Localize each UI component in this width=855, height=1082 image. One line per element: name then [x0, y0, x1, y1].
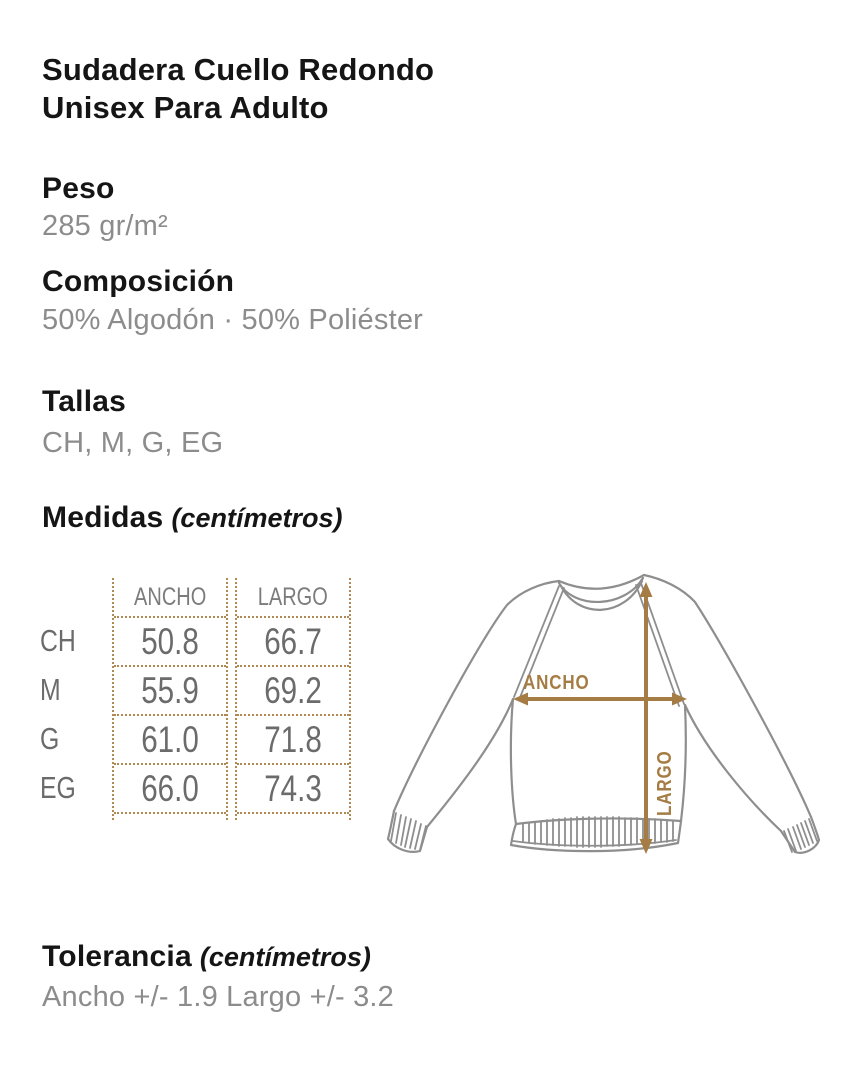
product-title-line1: Sudadera Cuello Redondo [42, 52, 435, 87]
largo-column-header: LARGO [257, 582, 329, 611]
ancho-value: 55.9 [114, 665, 226, 714]
largo-value: 71.8 [237, 714, 349, 763]
largo-value: 66.7 [237, 616, 349, 665]
largo-arrow-label: LARGO [652, 750, 676, 816]
largo-measure-arrow [640, 582, 653, 854]
sleeve-left [388, 581, 559, 852]
medidas-heading [42, 501, 342, 535]
tallas-value: CH, M, G, EG [42, 427, 224, 459]
size-row-label: M [40, 671, 61, 707]
table-footer-line [237, 812, 349, 820]
medidas-heading-text: Medidas [42, 501, 164, 534]
medidas-unit-note: (centímetros) [171, 503, 343, 533]
composicion-value: 50% Algodón · 50% Poliéster [42, 304, 424, 336]
size-table-ancho-column [112, 578, 228, 820]
size-row-label: EG [40, 769, 76, 805]
tolerancia-heading-text: Tolerancia [42, 940, 192, 973]
product-title [42, 51, 434, 127]
table-footer-line [114, 812, 226, 820]
size-row-label: G [40, 720, 60, 756]
ancho-value: 50.8 [114, 616, 226, 665]
ancho-value: 66.0 [114, 763, 226, 812]
composicion-heading: Composición [42, 265, 235, 298]
largo-value: 74.3 [237, 763, 349, 812]
sweater-measurement-diagram [375, 553, 850, 885]
peso-heading: Peso [42, 172, 115, 205]
product-title-line2: Unisex Para Adulto [42, 90, 329, 125]
size-table [40, 578, 351, 820]
raglan-seam-right [636, 583, 684, 706]
size-table-largo-column [235, 578, 351, 820]
cuff-right-ribbing [784, 819, 817, 852]
largo-value: 69.2 [237, 665, 349, 714]
ancho-arrow-label: ANCHO [523, 670, 590, 694]
peso-value: 285 gr/m² [42, 210, 168, 242]
size-table-label-column [40, 578, 112, 812]
tolerancia-value: Ancho +/- 1.9 Largo +/- 3.2 [42, 981, 395, 1013]
size-row-label: CH [40, 622, 76, 658]
ancho-column-header: ANCHO [133, 582, 207, 611]
tallas-heading: Tallas [42, 385, 127, 418]
collar-outline [559, 575, 644, 610]
size-table-corner-cell [40, 578, 112, 616]
ancho-value: 61.0 [114, 714, 226, 763]
ancho-measure-arrow [513, 693, 687, 706]
tolerancia-heading [42, 940, 371, 974]
cuff-left-ribbing [391, 813, 426, 850]
tolerancia-unit-note: (centímetros) [199, 942, 371, 972]
